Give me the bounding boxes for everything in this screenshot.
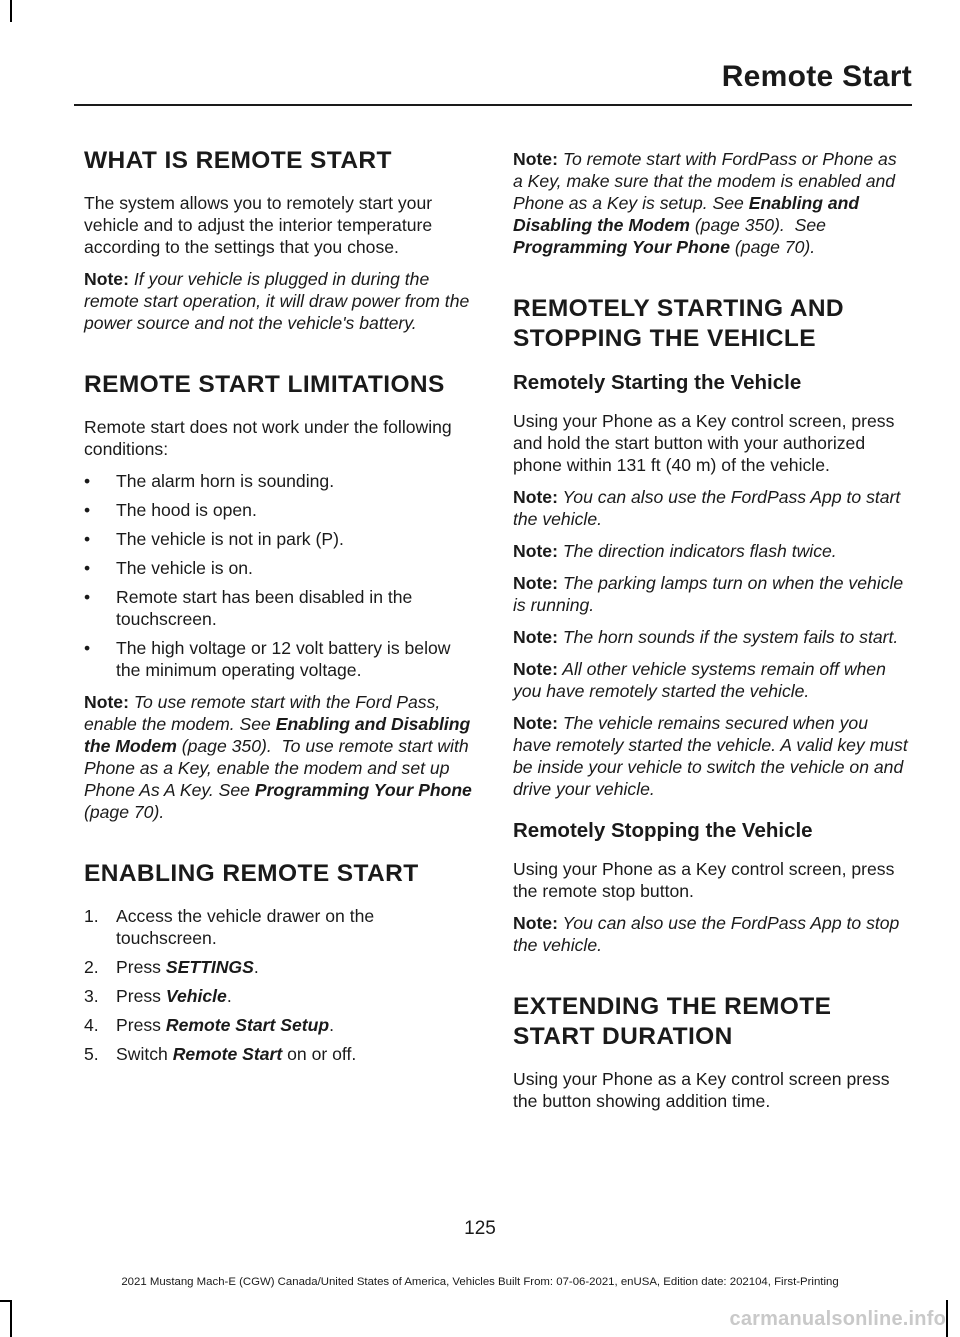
note-label: Note:: [84, 269, 129, 289]
note: [84, 268, 474, 334]
crop-mark-bottom-left: [10, 1300, 12, 1337]
page-header-title: Remote Start: [721, 60, 912, 93]
section-heading-remotely-starting: REMOTELY STARTING AND STOPPING THE VEHICLE: [513, 295, 845, 352]
note: Note: To remote start with FordPass or Phone as a Key, make sure that the modem is enabled and Phone as a Key is setup. See Enabling and Disabling the Modem (page 350). See Programming Your Phone (page 70).: [513, 149, 897, 257]
section-heading-limitations: REMOTE START LIMITATIONS: [84, 371, 445, 398]
note: Note: The direction indicators flash twice.: [513, 541, 837, 561]
note: Note: The vehicle remains secured when you have remotely started the vehicle. A valid key must be inside your vehicle to switch the vehicle on and drive your vehicle.: [513, 713, 908, 799]
paragraph: Using your Phone as a Key control screen, press the remote stop button.: [513, 859, 895, 901]
list-item: • Remote start has been disabled in the touchscreen.: [84, 587, 413, 629]
right-column: [513, 148, 908, 1122]
list-item: • The vehicle is on.: [84, 558, 253, 578]
subheading-starting: Remotely Starting the Vehicle: [513, 371, 802, 394]
step-item: 5. Switch Remote Start on or off.: [84, 1044, 357, 1064]
subheading-stopping: Remotely Stopping the Vehicle: [513, 819, 813, 842]
header-rule: [74, 104, 912, 106]
cross-reference-link[interactable]: Programming Your Phone: [513, 237, 731, 257]
crop-mark-bottom-right: [946, 1300, 948, 1337]
list-item: • The alarm horn is sounding.: [84, 471, 335, 491]
crop-mark-top-left: [10, 0, 12, 22]
cross-reference-link[interactable]: Programming Your Phone: [254, 780, 472, 800]
cross-reference-link[interactable]: Enabling and Disabling the Modem: [513, 193, 860, 235]
step-item: 2. Press SETTINGS.: [84, 957, 259, 977]
note: Note: To use remote start with the Ford Pass, enable the modem. See Enabling and Disabling the Modem (page 350). To use remote start with Phone as a Key, enable the modem and set up Phone As A Key. See Programming Your Phone (page 70).: [84, 692, 472, 822]
list-item: • The vehicle is not in park (P).: [84, 529, 344, 549]
note: Note: You can also use the FordPass App to start the vehicle.: [513, 487, 901, 529]
note: Note: The horn sounds if the system fails to start.: [513, 627, 899, 647]
list-item: • The high voltage or 12 volt battery is below the minimum operating voltage.: [84, 638, 451, 680]
steps-list: [84, 905, 474, 1065]
section-heading-enabling: ENABLING REMOTE START: [84, 860, 419, 887]
limitations-list: [84, 470, 474, 681]
page-number: 125: [464, 1218, 496, 1239]
step-item: 4. Press Remote Start Setup.: [84, 1015, 335, 1035]
cross-reference-link[interactable]: Enabling and Disabling the Modem: [84, 714, 471, 756]
paragraph: Using your Phone as a Key control screen, press and hold the start button with your authorized phone within 131 ft (40 m) of the vehicle.: [513, 411, 895, 475]
left-column: [84, 146, 474, 1075]
section-heading-what-is-remote-start: WHAT IS REMOTE START: [84, 147, 392, 174]
step-item: 1. Access the vehicle drawer on the touchscreen.: [84, 906, 375, 948]
paragraph: Remote start does not work under the following conditions:: [84, 417, 452, 459]
crop-mark-bottom-left-h: [0, 1300, 12, 1302]
step-item: 3. Press Vehicle.: [84, 986, 232, 1006]
note: Note: The parking lamps turn on when the vehicle is running.: [513, 573, 904, 615]
note-text: If your vehicle is plugged in during the remote start operation, it will draw power from the power source and not the vehicle's battery.: [84, 269, 470, 333]
note: Note: You can also use the FordPass App to stop the vehicle.: [513, 913, 900, 955]
note: Note: All other vehicle systems remain off when you have remotely started the vehicle.: [513, 659, 886, 701]
section-heading-extending: EXTENDING THE REMOTE START DURATION: [513, 993, 832, 1050]
list-item: • The hood is open.: [84, 500, 257, 520]
paragraph: The system allows you to remotely start your vehicle and to adjust the interior temperature according to the settings that you chose.: [84, 193, 433, 257]
watermark-text: carmanualsonline.info: [729, 1308, 946, 1330]
paragraph: Using your Phone as a Key control screen press the button showing addition time.: [513, 1069, 890, 1111]
footer-edition-line: 2021 Mustang Mach-E (CGW) Canada/United States of America, Vehicles Built From: 07-06-2021, enUSA, Edition date: 202104, First-Printing: [121, 1276, 839, 1288]
